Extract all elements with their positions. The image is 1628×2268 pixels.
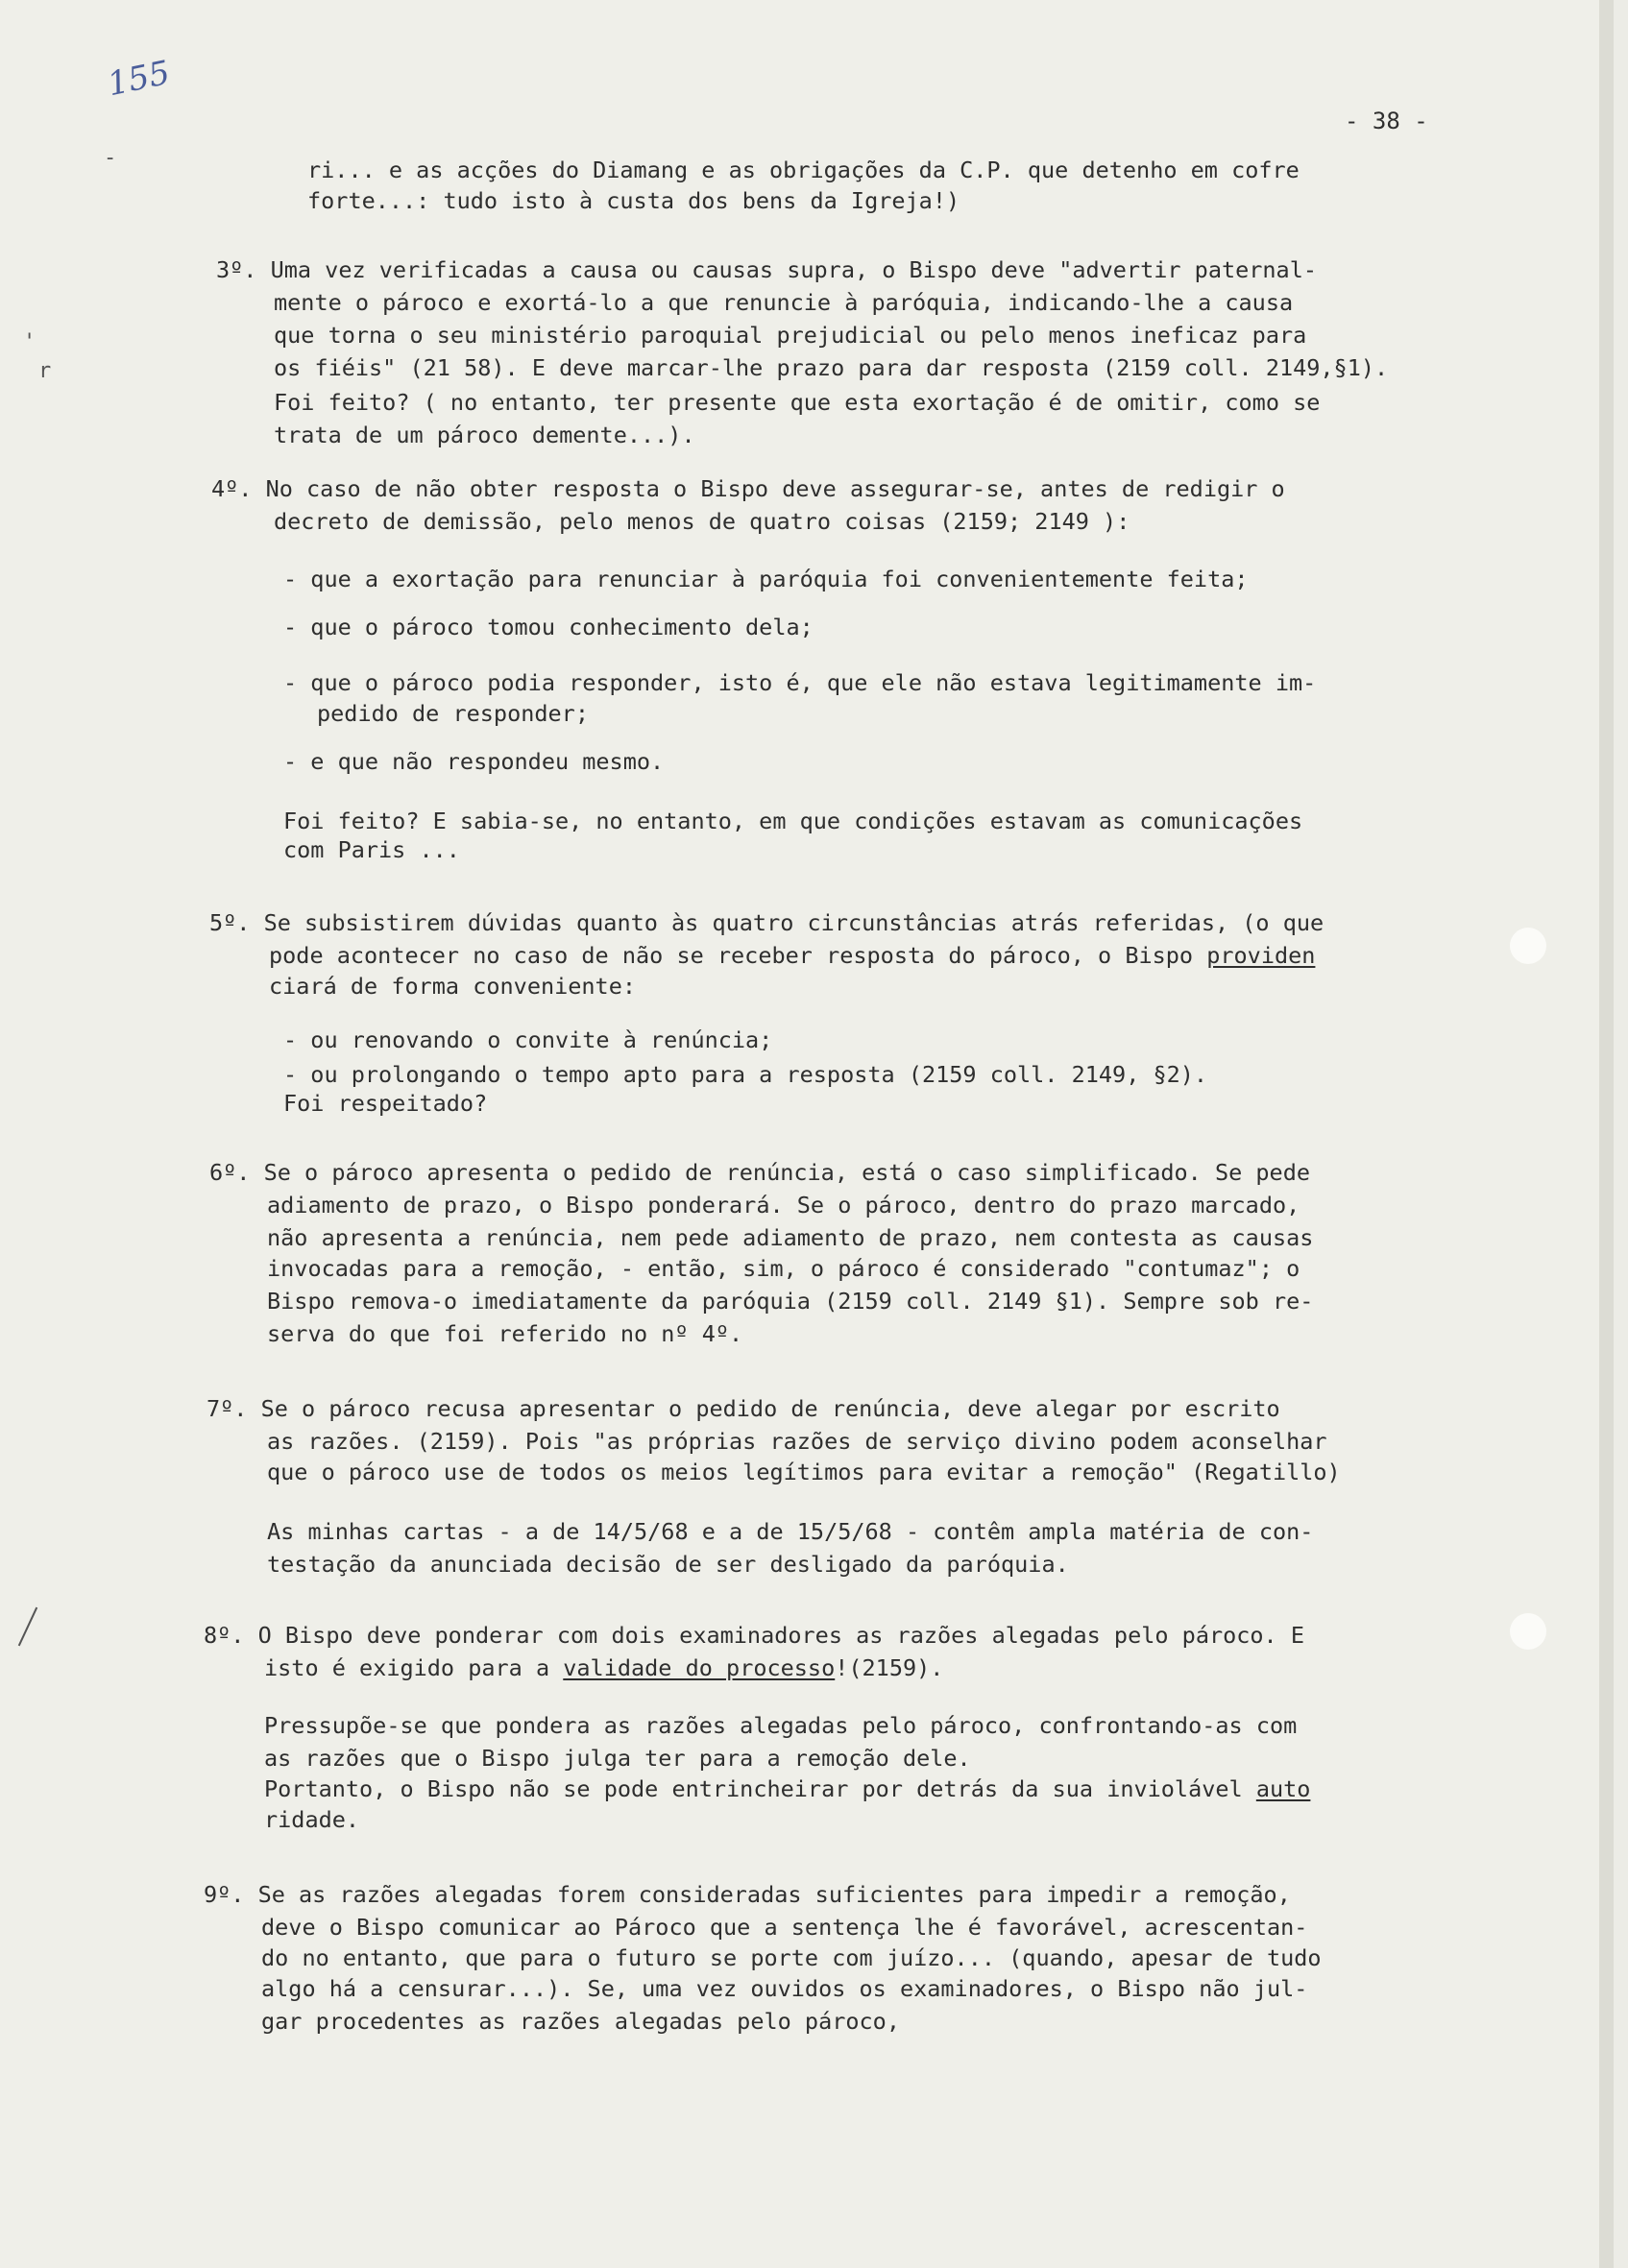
text-line: pode acontecer no caso de não se receber resposta do pároco, o Bispo providen bbox=[269, 942, 1316, 969]
text-line: forte...: tudo isto à custa dos bens da Igreja!) bbox=[307, 187, 960, 214]
text-line: algo há a censurar...). Se, uma vez ouvidos os examinadores, o Bispo não jul- bbox=[261, 1975, 1308, 2002]
text-line: invocadas para a remoção, - então, sim, o pároco é considerado "contumaz"; o bbox=[267, 1255, 1300, 1282]
page-edge-shadow bbox=[1599, 0, 1614, 2268]
text-line: serva do que foi referido no nº 4º. bbox=[267, 1320, 743, 1347]
text-line: Portanto, o Bispo não se pode entrincheirar por detrás da sua inviolável auto bbox=[264, 1775, 1311, 1802]
text-line: - que o pároco tomou conhecimento dela; bbox=[283, 614, 814, 640]
text-line: que torna o seu ministério paroquial prejudicial ou pelo menos ineficaz para bbox=[274, 322, 1307, 349]
text-line: 9º. Se as razões alegadas forem consideradas suficientes para impedir a remoção, bbox=[204, 1881, 1291, 1908]
text-line: 8º. O Bispo deve ponderar com dois examinadores as razões alegadas pelo pároco. E bbox=[204, 1622, 1305, 1649]
text-line: não apresenta a renúncia, nem pede adiamento de prazo, nem contesta as causas bbox=[267, 1224, 1314, 1251]
text-line: - ou prolongando o tempo apto para a resposta (2159 coll. 2149, §2). bbox=[283, 1061, 1208, 1088]
text-line: ri... e as acções do Diamang e as obrigações da C.P. que detenho em cofre bbox=[307, 157, 1300, 183]
text-line: gar procedentes as razões alegadas pelo pároco, bbox=[261, 2008, 900, 2035]
text-line: 7º. Se o pároco recusa apresentar o pedido de renúncia, deve alegar por escrito bbox=[207, 1395, 1280, 1422]
margin-slash bbox=[18, 1607, 37, 1647]
text-line: pedido de responder; bbox=[317, 700, 589, 727]
text-line: 3º. Uma vez verificadas a causa ou causas supra, o Bispo deve "advertir paternal- bbox=[216, 256, 1318, 283]
margin-tick: r bbox=[38, 359, 52, 383]
text-line: 6º. Se o pároco apresenta o pedido de renúncia, está o caso simplificado. Se pede bbox=[209, 1159, 1311, 1186]
text-line: - que a exortação para renunciar à paróquia foi convenientemente feita; bbox=[283, 566, 1249, 592]
punch-hole bbox=[1510, 928, 1546, 964]
margin-tick: - bbox=[104, 146, 117, 170]
text-line: deve o Bispo comunicar ao Pároco que a sentença lhe é favorável, acrescentan- bbox=[261, 1914, 1308, 1941]
text-line: com Paris ... bbox=[283, 836, 460, 863]
text-line: decreto de demissão, pelo menos de quatro coisas (2159; 2149 ): bbox=[274, 508, 1130, 535]
handwritten-page-note: 155 bbox=[104, 53, 174, 105]
text-line: mente o pároco e exortá-lo a que renuncie à paróquia, indicando-lhe a causa bbox=[274, 289, 1294, 316]
text-line: isto é exigido para a validade do processo!(2159). bbox=[264, 1654, 944, 1681]
margin-tick: ' bbox=[23, 330, 36, 354]
page-number: - 38 - bbox=[1345, 108, 1428, 134]
text-line: as razões que o Bispo julga ter para a remoção dele. bbox=[264, 1745, 971, 1772]
text-line: os fiéis" (21 58). E deve marcar-lhe prazo para dar resposta (2159 coll. 2149,§1). bbox=[274, 354, 1389, 381]
text-line: as razões. (2159). Pois "as próprias razões de serviço divino podem aconselhar bbox=[267, 1428, 1327, 1455]
text-line: do no entanto, que para o futuro se porte com juízo... (quando, apesar de tudo bbox=[261, 1944, 1322, 1971]
text-line: Bispo remova-o imediatamente da paróquia (2159 coll. 2149 §1). Sempre sob re- bbox=[267, 1288, 1314, 1315]
text-line: As minhas cartas - a de 14/5/68 e a de 15/5/68 - contêm ampla matéria de con- bbox=[267, 1518, 1314, 1545]
punch-hole bbox=[1510, 1613, 1546, 1650]
text-line: 4º. No caso de não obter resposta o Bispo deve assegurar-se, antes de redigir o bbox=[211, 475, 1285, 502]
text-line: ciará de forma conveniente: bbox=[269, 973, 637, 1000]
text-line: que o pároco use de todos os meios legítimos para evitar a remoção" (Regatillo) bbox=[267, 1459, 1341, 1485]
text-line: testação da anunciada decisão de ser desligado da paróquia. bbox=[267, 1551, 1069, 1578]
text-line: Foi feito? ( no entanto, ter presente que esta exortação é de omitir, como se bbox=[274, 389, 1321, 416]
text-line: adiamento de prazo, o Bispo ponderará. Se o pároco, dentro do prazo marcado, bbox=[267, 1192, 1300, 1218]
text-line: Foi feito? E sabia-se, no entanto, em que condições estavam as comunicações bbox=[283, 808, 1303, 834]
text-line: trata de um pároco demente...). bbox=[274, 422, 695, 448]
text-line: Foi respeitado? bbox=[283, 1090, 488, 1117]
text-line: - e que não respondeu mesmo. bbox=[283, 748, 665, 775]
text-line: ridade. bbox=[264, 1806, 360, 1833]
text-line: - que o pároco podia responder, isto é, que ele não estava legitimamente im- bbox=[283, 669, 1317, 696]
text-line: - ou renovando o convite à renúncia; bbox=[283, 1026, 773, 1053]
text-line: 5º. Se subsistirem dúvidas quanto às quatro circunstâncias atrás referidas, (o que bbox=[209, 909, 1324, 936]
text-line: Pressupõe-se que pondera as razões alegadas pelo pároco, confrontando-as com bbox=[264, 1712, 1298, 1739]
